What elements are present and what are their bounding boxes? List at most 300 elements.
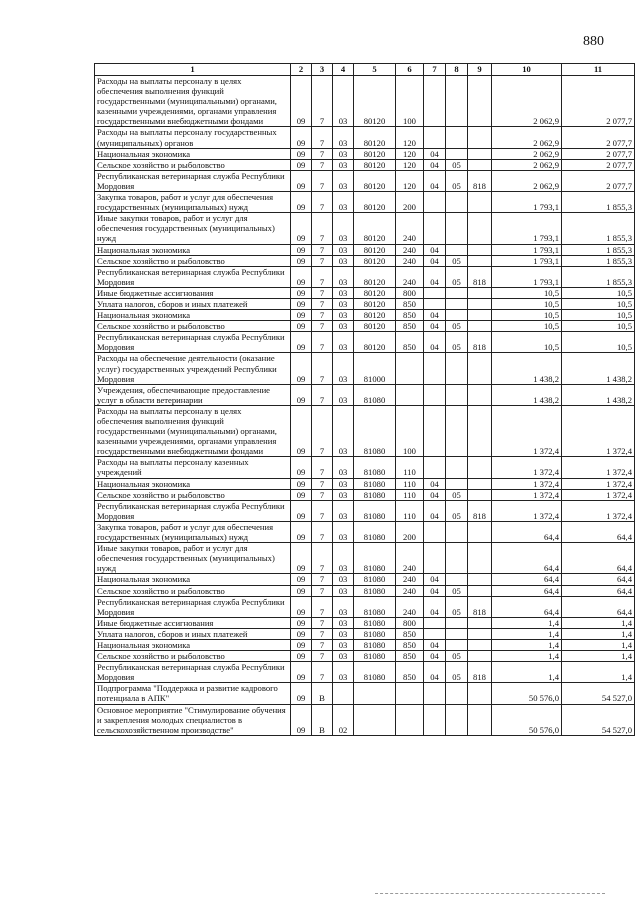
cell-column-vr: 200 bbox=[396, 521, 424, 542]
cell-column-pr: 03 bbox=[333, 353, 354, 384]
cell-column-x bbox=[424, 683, 446, 704]
cell-column-y bbox=[446, 457, 468, 478]
cell-column-rz: 7 bbox=[312, 405, 333, 456]
header-column-cs: 5 bbox=[354, 64, 396, 76]
cell-column-name: Закупка товаров, работ и услуг для обеспечения государственных (муниципальных) нужд bbox=[95, 521, 291, 542]
cell-column-pr: 03 bbox=[333, 521, 354, 542]
table-row bbox=[95, 704, 635, 735]
cell-column-cs: 80120 bbox=[354, 310, 396, 321]
cell-column-z bbox=[468, 521, 492, 542]
cell-column-sum-1: 64,4 bbox=[492, 585, 562, 596]
cell-column-y: 05 bbox=[446, 651, 468, 662]
cell-column-vr: 240 bbox=[396, 213, 424, 244]
cell-column-rz: 7 bbox=[312, 617, 333, 628]
cell-column-sum-2: 1 438,2 bbox=[562, 384, 635, 405]
cell-column-cs: 81080 bbox=[354, 585, 396, 596]
cell-column-y bbox=[446, 287, 468, 298]
cell-column-vr: 800 bbox=[396, 617, 424, 628]
cell-column-rz: 7 bbox=[312, 500, 333, 521]
cell-column-vr bbox=[396, 353, 424, 384]
table-row bbox=[95, 353, 635, 384]
cell-column-name: Республиканская ветеринарная служба Республики Мордовия bbox=[95, 662, 291, 683]
cell-column-rz: В bbox=[312, 683, 333, 704]
cell-column-y: 05 bbox=[446, 585, 468, 596]
cell-column-z bbox=[468, 310, 492, 321]
cell-column-gr: 09 bbox=[291, 148, 312, 159]
cell-column-gr: 09 bbox=[291, 628, 312, 639]
cell-column-cs: 81080 bbox=[354, 521, 396, 542]
cell-column-y bbox=[446, 298, 468, 309]
cell-column-gr: 09 bbox=[291, 192, 312, 213]
cell-column-vr: 100 bbox=[396, 405, 424, 456]
cell-column-rz: 7 bbox=[312, 478, 333, 489]
cell-column-y bbox=[446, 213, 468, 244]
cell-column-pr: 03 bbox=[333, 170, 354, 191]
cell-column-z bbox=[468, 543, 492, 574]
table-row bbox=[95, 683, 635, 704]
cell-column-name: Национальная экономика bbox=[95, 148, 291, 159]
cell-column-cs: 81080 bbox=[354, 617, 396, 628]
cell-column-vr bbox=[396, 683, 424, 704]
cell-column-cs: 81080 bbox=[354, 478, 396, 489]
cell-column-z bbox=[468, 489, 492, 500]
page-number: 880 bbox=[583, 34, 604, 49]
cell-column-y bbox=[446, 192, 468, 213]
cell-column-sum-2: 2 077,7 bbox=[562, 148, 635, 159]
cell-column-cs: 80120 bbox=[354, 127, 396, 148]
cell-column-vr: 240 bbox=[396, 255, 424, 266]
cell-column-name: Сельское хозяйство и рыболовство bbox=[95, 651, 291, 662]
cell-column-pr: 03 bbox=[333, 585, 354, 596]
cell-column-vr: 850 bbox=[396, 651, 424, 662]
cell-column-z: 818 bbox=[468, 332, 492, 353]
cell-column-sum-2: 2 077,7 bbox=[562, 159, 635, 170]
cell-column-vr: 120 bbox=[396, 148, 424, 159]
cell-column-pr: 03 bbox=[333, 500, 354, 521]
cell-column-gr: 09 bbox=[291, 287, 312, 298]
table-row bbox=[95, 244, 635, 255]
cell-column-x: 04 bbox=[424, 596, 446, 617]
cell-column-y bbox=[446, 704, 468, 735]
cell-column-rz: 7 bbox=[312, 148, 333, 159]
cell-column-y: 05 bbox=[446, 321, 468, 332]
cell-column-name: Расходы на выплаты персоналу в целях обеспечения выполнения функций государственными (муниципальными) органами, казенными учреждениями, органами управления государственными внебюджетными фондами bbox=[95, 405, 291, 456]
cell-column-x bbox=[424, 298, 446, 309]
cell-column-sum-1: 64,4 bbox=[492, 543, 562, 574]
cell-column-rz: 7 bbox=[312, 543, 333, 574]
cell-column-x: 04 bbox=[424, 170, 446, 191]
cell-column-sum-2: 64,4 bbox=[562, 585, 635, 596]
cell-column-cs: 81080 bbox=[354, 662, 396, 683]
cell-column-x bbox=[424, 543, 446, 574]
cell-column-z bbox=[468, 384, 492, 405]
header-column-gr: 2 bbox=[291, 64, 312, 76]
cell-column-sum-2: 10,5 bbox=[562, 332, 635, 353]
table-row bbox=[95, 543, 635, 574]
cell-column-y bbox=[446, 384, 468, 405]
table-row bbox=[95, 617, 635, 628]
table-row bbox=[95, 170, 635, 191]
header-column-rz: 3 bbox=[312, 64, 333, 76]
cell-column-pr: 03 bbox=[333, 310, 354, 321]
cell-column-z bbox=[468, 127, 492, 148]
cell-column-name: Расходы на выплаты персоналу в целях обеспечения выполнения функций государственными (муниципальными) органами, казенными учреждениями, органами управления государственными внебюджетными фондами bbox=[95, 76, 291, 127]
cell-column-z bbox=[468, 478, 492, 489]
cell-column-gr: 09 bbox=[291, 266, 312, 287]
table-body bbox=[95, 76, 635, 736]
cell-column-z bbox=[468, 148, 492, 159]
header-column-x: 7 bbox=[424, 64, 446, 76]
cell-column-pr: 03 bbox=[333, 617, 354, 628]
cell-column-rz: 7 bbox=[312, 310, 333, 321]
cell-column-x bbox=[424, 521, 446, 542]
cell-column-cs: 80120 bbox=[354, 76, 396, 127]
cell-column-x: 04 bbox=[424, 244, 446, 255]
cell-column-name: Республиканская ветеринарная служба Республики Мордовия bbox=[95, 266, 291, 287]
cell-column-rz: 7 bbox=[312, 213, 333, 244]
cell-column-gr: 09 bbox=[291, 384, 312, 405]
cell-column-vr: 800 bbox=[396, 287, 424, 298]
cell-column-gr: 09 bbox=[291, 353, 312, 384]
cell-column-rz: 7 bbox=[312, 353, 333, 384]
cell-column-rz: 7 bbox=[312, 457, 333, 478]
cell-column-y bbox=[446, 244, 468, 255]
cell-column-name: Республиканская ветеринарная служба Республики Мордовия bbox=[95, 500, 291, 521]
cell-column-x: 04 bbox=[424, 574, 446, 585]
cell-column-name: Национальная экономика bbox=[95, 639, 291, 650]
cell-column-y bbox=[446, 521, 468, 542]
cell-column-x: 04 bbox=[424, 639, 446, 650]
cell-column-gr: 09 bbox=[291, 170, 312, 191]
cell-column-sum-1: 2 062,9 bbox=[492, 127, 562, 148]
cell-column-vr: 850 bbox=[396, 321, 424, 332]
budget-table bbox=[94, 63, 635, 736]
cell-column-x: 04 bbox=[424, 266, 446, 287]
cell-column-z bbox=[468, 639, 492, 650]
cell-column-vr: 110 bbox=[396, 489, 424, 500]
cell-column-z bbox=[468, 321, 492, 332]
cell-column-z bbox=[468, 405, 492, 456]
cell-column-gr: 09 bbox=[291, 617, 312, 628]
cell-column-rz: 7 bbox=[312, 255, 333, 266]
table-row bbox=[95, 478, 635, 489]
cell-column-sum-1: 10,5 bbox=[492, 310, 562, 321]
cell-column-name: Иные закупки товаров, работ и услуг для обеспечения государственных (муниципальных) нужд bbox=[95, 213, 291, 244]
cell-column-sum-2: 1 855,3 bbox=[562, 266, 635, 287]
cell-column-y: 05 bbox=[446, 159, 468, 170]
cell-column-gr: 09 bbox=[291, 543, 312, 574]
cell-column-name: Расходы на обеспечение деятельности (оказание услуг) государственных учреждений Республики Мордовия bbox=[95, 353, 291, 384]
cell-column-gr: 09 bbox=[291, 500, 312, 521]
cell-column-name: Иные бюджетные ассигнования bbox=[95, 617, 291, 628]
cell-column-sum-2: 1 372,4 bbox=[562, 405, 635, 456]
cell-column-gr: 09 bbox=[291, 127, 312, 148]
table-row bbox=[95, 384, 635, 405]
cell-column-rz: 7 bbox=[312, 287, 333, 298]
cell-column-cs: 80120 bbox=[354, 266, 396, 287]
cell-column-sum-1: 1,4 bbox=[492, 651, 562, 662]
cell-column-cs bbox=[354, 704, 396, 735]
cell-column-x: 04 bbox=[424, 310, 446, 321]
cell-column-vr: 110 bbox=[396, 478, 424, 489]
cell-column-name: Республиканская ветеринарная служба Республики Мордовия bbox=[95, 596, 291, 617]
cell-column-cs: 80120 bbox=[354, 255, 396, 266]
cell-column-x bbox=[424, 127, 446, 148]
cell-column-rz: 7 bbox=[312, 321, 333, 332]
cell-column-y bbox=[446, 76, 468, 127]
cell-column-x bbox=[424, 76, 446, 127]
cell-column-z bbox=[468, 76, 492, 127]
cell-column-gr: 09 bbox=[291, 651, 312, 662]
cell-column-x: 04 bbox=[424, 159, 446, 170]
cell-column-rz: 7 bbox=[312, 244, 333, 255]
table-row bbox=[95, 192, 635, 213]
cell-column-sum-1: 1,4 bbox=[492, 639, 562, 650]
cell-column-x: 04 bbox=[424, 332, 446, 353]
cell-column-pr: 03 bbox=[333, 639, 354, 650]
cell-column-pr: 03 bbox=[333, 628, 354, 639]
cell-column-pr: 03 bbox=[333, 543, 354, 574]
cell-column-cs: 80120 bbox=[354, 170, 396, 191]
cell-column-sum-2: 1 438,2 bbox=[562, 353, 635, 384]
cell-column-x bbox=[424, 192, 446, 213]
table-row bbox=[95, 521, 635, 542]
table-row bbox=[95, 213, 635, 244]
cell-column-vr: 110 bbox=[396, 500, 424, 521]
table-row bbox=[95, 148, 635, 159]
cell-column-gr: 09 bbox=[291, 244, 312, 255]
cell-column-y bbox=[446, 628, 468, 639]
cell-column-cs: 80120 bbox=[354, 287, 396, 298]
cell-column-sum-2: 1 372,4 bbox=[562, 489, 635, 500]
cell-column-sum-2: 64,4 bbox=[562, 543, 635, 574]
header-column-pr: 4 bbox=[333, 64, 354, 76]
table-row bbox=[95, 574, 635, 585]
cell-column-name: Иные закупки товаров, работ и услуг для обеспечения государственных (муниципальных) нужд bbox=[95, 543, 291, 574]
cell-column-sum-1: 10,5 bbox=[492, 287, 562, 298]
cell-column-x bbox=[424, 213, 446, 244]
cell-column-y: 05 bbox=[446, 332, 468, 353]
cell-column-vr: 120 bbox=[396, 127, 424, 148]
cell-column-y: 05 bbox=[446, 500, 468, 521]
cell-column-y bbox=[446, 148, 468, 159]
cell-column-z: 818 bbox=[468, 662, 492, 683]
cell-column-gr: 09 bbox=[291, 704, 312, 735]
cell-column-rz: 7 bbox=[312, 127, 333, 148]
cell-column-name: Национальная экономика bbox=[95, 574, 291, 585]
cell-column-x: 04 bbox=[424, 651, 446, 662]
cell-column-sum-1: 1 372,4 bbox=[492, 478, 562, 489]
cell-column-sum-2: 1 855,3 bbox=[562, 192, 635, 213]
cell-column-rz: 7 bbox=[312, 662, 333, 683]
cell-column-vr: 850 bbox=[396, 662, 424, 683]
cell-column-z bbox=[468, 213, 492, 244]
cell-column-sum-1: 1 372,4 bbox=[492, 457, 562, 478]
cell-column-cs: 81080 bbox=[354, 651, 396, 662]
cell-column-pr: 03 bbox=[333, 287, 354, 298]
cell-column-rz: 7 bbox=[312, 628, 333, 639]
cell-column-vr: 850 bbox=[396, 298, 424, 309]
cell-column-sum-1: 1 438,2 bbox=[492, 353, 562, 384]
cell-column-name: Основное мероприятие "Стимулирование обучения и закрепления молодых специалистов в сельскохозяйственном производстве" bbox=[95, 704, 291, 735]
table-row bbox=[95, 287, 635, 298]
cell-column-rz: 7 bbox=[312, 159, 333, 170]
cell-column-rz: 7 bbox=[312, 489, 333, 500]
cell-column-vr bbox=[396, 704, 424, 735]
cell-column-x: 04 bbox=[424, 148, 446, 159]
cell-column-sum-1: 1 372,4 bbox=[492, 500, 562, 521]
cell-column-sum-1: 2 062,9 bbox=[492, 170, 562, 191]
cell-column-sum-2: 1,4 bbox=[562, 651, 635, 662]
cell-column-sum-1: 2 062,9 bbox=[492, 159, 562, 170]
cell-column-name: Уплата налогов, сборов и иных платежей bbox=[95, 628, 291, 639]
cell-column-y bbox=[446, 353, 468, 384]
cell-column-vr: 240 bbox=[396, 585, 424, 596]
cell-column-y bbox=[446, 405, 468, 456]
cell-column-x bbox=[424, 457, 446, 478]
cell-column-name: Сельское хозяйство и рыболовство bbox=[95, 255, 291, 266]
cell-column-sum-1: 1 793,1 bbox=[492, 192, 562, 213]
cell-column-cs: 80120 bbox=[354, 148, 396, 159]
cell-column-cs: 81080 bbox=[354, 489, 396, 500]
header-column-z: 9 bbox=[468, 64, 492, 76]
cell-column-x bbox=[424, 405, 446, 456]
cell-column-pr: 03 bbox=[333, 384, 354, 405]
cell-column-sum-1: 1 793,1 bbox=[492, 255, 562, 266]
table-header-row bbox=[95, 64, 635, 76]
cell-column-name: Сельское хозяйство и рыболовство bbox=[95, 159, 291, 170]
cell-column-sum-1: 1 793,1 bbox=[492, 266, 562, 287]
cell-column-rz: 7 bbox=[312, 298, 333, 309]
cell-column-pr: 03 bbox=[333, 457, 354, 478]
cell-column-y bbox=[446, 478, 468, 489]
cell-column-gr: 09 bbox=[291, 332, 312, 353]
cell-column-cs: 81080 bbox=[354, 543, 396, 574]
table-row bbox=[95, 298, 635, 309]
table-row bbox=[95, 332, 635, 353]
cell-column-name: Сельское хозяйство и рыболовство bbox=[95, 321, 291, 332]
cell-column-name: Уплата налогов, сборов и иных платежей bbox=[95, 298, 291, 309]
cell-column-vr: 240 bbox=[396, 266, 424, 287]
cell-column-z bbox=[468, 287, 492, 298]
cell-column-z bbox=[468, 457, 492, 478]
cell-column-z bbox=[468, 574, 492, 585]
cell-column-gr: 09 bbox=[291, 662, 312, 683]
cell-column-cs: 80120 bbox=[354, 298, 396, 309]
cell-column-cs: 80120 bbox=[354, 321, 396, 332]
table-row bbox=[95, 321, 635, 332]
cell-column-rz: 7 bbox=[312, 521, 333, 542]
cell-column-pr: 03 bbox=[333, 213, 354, 244]
cell-column-rz: 7 bbox=[312, 639, 333, 650]
cell-column-rz: 7 bbox=[312, 574, 333, 585]
cell-column-y bbox=[446, 617, 468, 628]
header-column-sum-1: 10 bbox=[492, 64, 562, 76]
cell-column-y bbox=[446, 127, 468, 148]
cell-column-name: Национальная экономика bbox=[95, 244, 291, 255]
cell-column-cs: 81080 bbox=[354, 405, 396, 456]
table-row bbox=[95, 585, 635, 596]
cell-column-sum-2: 1,4 bbox=[562, 628, 635, 639]
cell-column-rz: 7 bbox=[312, 332, 333, 353]
cell-column-vr: 100 bbox=[396, 76, 424, 127]
cell-column-z bbox=[468, 353, 492, 384]
cell-column-gr: 09 bbox=[291, 321, 312, 332]
cell-column-z bbox=[468, 192, 492, 213]
cell-column-x: 04 bbox=[424, 500, 446, 521]
cell-column-x bbox=[424, 628, 446, 639]
cell-column-z: 818 bbox=[468, 596, 492, 617]
cell-column-sum-2: 1,4 bbox=[562, 662, 635, 683]
cell-column-vr: 240 bbox=[396, 596, 424, 617]
cell-column-cs: 81080 bbox=[354, 500, 396, 521]
cell-column-y bbox=[446, 683, 468, 704]
table-row bbox=[95, 651, 635, 662]
cell-column-z: 818 bbox=[468, 500, 492, 521]
cell-column-sum-2: 64,4 bbox=[562, 596, 635, 617]
table-row bbox=[95, 76, 635, 127]
cell-column-name: Учреждения, обеспечивающие предоставление услуг в области ветеринарии bbox=[95, 384, 291, 405]
cell-column-rz: 7 bbox=[312, 76, 333, 127]
cell-column-sum-1: 10,5 bbox=[492, 298, 562, 309]
cell-column-gr: 09 bbox=[291, 213, 312, 244]
cell-column-cs: 81080 bbox=[354, 574, 396, 585]
cell-column-pr: 03 bbox=[333, 255, 354, 266]
cell-column-pr bbox=[333, 683, 354, 704]
table-row bbox=[95, 266, 635, 287]
cell-column-cs bbox=[354, 683, 396, 704]
cell-column-vr: 120 bbox=[396, 170, 424, 191]
cell-column-sum-2: 10,5 bbox=[562, 298, 635, 309]
cell-column-gr: 09 bbox=[291, 478, 312, 489]
cell-column-gr: 09 bbox=[291, 159, 312, 170]
cell-column-cs: 81080 bbox=[354, 628, 396, 639]
cell-column-pr: 02 bbox=[333, 704, 354, 735]
cell-column-sum-1: 1 372,4 bbox=[492, 489, 562, 500]
cell-column-x bbox=[424, 617, 446, 628]
table-row bbox=[95, 310, 635, 321]
cell-column-sum-1: 1,4 bbox=[492, 628, 562, 639]
cell-column-vr bbox=[396, 384, 424, 405]
cell-column-gr: 09 bbox=[291, 457, 312, 478]
cell-column-x bbox=[424, 704, 446, 735]
cell-column-vr: 200 bbox=[396, 192, 424, 213]
cell-column-y: 05 bbox=[446, 170, 468, 191]
cell-column-pr: 03 bbox=[333, 148, 354, 159]
cell-column-z bbox=[468, 651, 492, 662]
cell-column-pr: 03 bbox=[333, 76, 354, 127]
cell-column-rz: В bbox=[312, 704, 333, 735]
cell-column-z bbox=[468, 298, 492, 309]
cell-column-x bbox=[424, 287, 446, 298]
cell-column-rz: 7 bbox=[312, 384, 333, 405]
cell-column-pr: 03 bbox=[333, 332, 354, 353]
cell-column-sum-1: 64,4 bbox=[492, 521, 562, 542]
cell-column-vr: 110 bbox=[396, 457, 424, 478]
cell-column-z bbox=[468, 159, 492, 170]
cell-column-cs: 80120 bbox=[354, 192, 396, 213]
cell-column-cs: 81080 bbox=[354, 384, 396, 405]
cell-column-name: Сельское хозяйство и рыболовство bbox=[95, 489, 291, 500]
table-row bbox=[95, 159, 635, 170]
table-row bbox=[95, 255, 635, 266]
cell-column-sum-1: 64,4 bbox=[492, 574, 562, 585]
cell-column-gr: 09 bbox=[291, 683, 312, 704]
cell-column-gr: 09 bbox=[291, 639, 312, 650]
cell-column-gr: 09 bbox=[291, 255, 312, 266]
cell-column-sum-1: 2 062,9 bbox=[492, 76, 562, 127]
cell-column-sum-2: 10,5 bbox=[562, 310, 635, 321]
